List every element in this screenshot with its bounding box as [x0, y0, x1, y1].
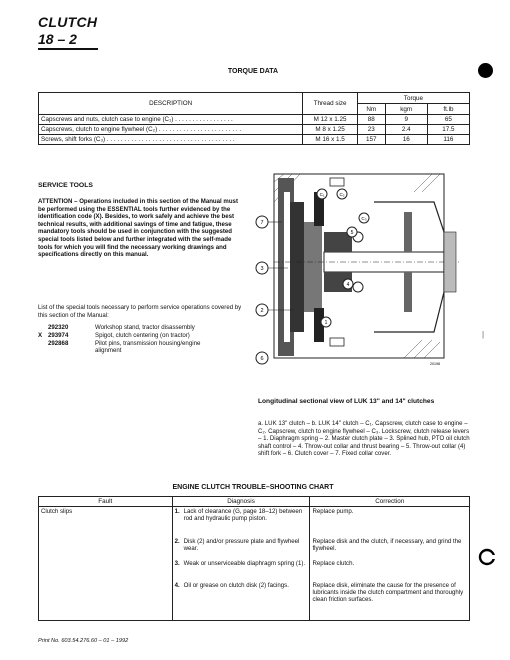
tool-description: Pilot pins, transmission housing/engine alignment [95, 340, 201, 355]
header-rule [38, 48, 98, 50]
tools-intro: List of the special tools necessary to perform service operations covered by this section of the Manual: [38, 304, 242, 319]
trouble-table [38, 496, 470, 621]
tool-code: 293974 [48, 332, 69, 339]
item-number: 2. [174, 538, 180, 545]
row-kgm: 16 [385, 135, 427, 145]
margin-mark: | [482, 330, 485, 339]
correction-cell [310, 507, 470, 621]
row-thread: M 16 x 1.5 [303, 135, 358, 145]
print-number: Print No. 603.54.276.60 – 01 – 1992 [38, 638, 129, 644]
row-ftlb: 116 [427, 135, 469, 145]
row-thread: M 8 x 1.25 [303, 125, 358, 135]
diagnosis-text: Oil or grease on clutch disk (2) facings. [183, 582, 289, 589]
tool-description: Spigot, clutch centering (on tractor) [95, 332, 190, 339]
callout-2: 2 [260, 308, 264, 314]
list-item [38, 332, 248, 340]
tool-code: 292320 [48, 324, 69, 331]
callout-c3: C₃ [361, 216, 367, 221]
section-title: CLUTCH [38, 14, 98, 30]
col-correction: Correction [310, 497, 470, 507]
row-ftlb: 17.5 [427, 125, 469, 135]
tool-description: Workshop stand, tractor disassembly [95, 324, 195, 331]
callout-c2: C₂ [339, 192, 345, 197]
torque-data-title: TORQUE DATA [227, 68, 279, 75]
callout-5: 5 [350, 230, 354, 236]
col-thread-size: Thread size [303, 93, 358, 115]
diagnosis-cell [172, 507, 310, 621]
item-number: 3. [174, 560, 180, 567]
row-kgm: 9 [385, 115, 427, 125]
tool-code: 292868 [48, 340, 69, 347]
row-kgm: 2.4 [385, 125, 427, 135]
attention-paragraph: ATTENTION – Operations included in this section of the Manual must be performed using the ESSENTIAL tools further evidenced by the identification code (X). Besides, to work safely and achieve the best technical results, with additional savings of time and fatigue, these mandatory tools should be used in conjunction with the suggested special tools listed below and further integrated with the self-made tools for which you will find the necessary working drawings and specifications directly on this manual. [38, 198, 238, 259]
page-number: 18 – 2 [38, 31, 77, 47]
col-description: DESCRIPTION [39, 93, 303, 115]
figure-number: 20198 [430, 362, 440, 366]
list-item [38, 324, 248, 332]
diagnosis-text: Lack of clearance (G, page 18–12) between rod and hydraulic pump piston. [183, 508, 303, 523]
row-ftlb: 65 [427, 115, 469, 125]
unit-ftlb: ft.lb [427, 104, 469, 115]
trouble-chart-title: ENGINE CLUTCH TROUBLE–SHOOTING CHART [172, 484, 334, 491]
list-item [38, 340, 248, 356]
essential-mark: X [38, 332, 43, 339]
diagnosis-item [175, 538, 308, 559]
correction-item: Replace pump. [312, 508, 354, 515]
row-nm: 23 [357, 125, 385, 135]
table-row [39, 125, 470, 135]
row-thread: M 12 x 1.25 [303, 115, 358, 125]
diagnosis-item [175, 508, 308, 537]
diagnosis-text: Disk (2) and/or pressure plate and flywheel wear. [183, 538, 300, 553]
unit-kgm: kgm [385, 104, 427, 115]
item-number: 1. [174, 508, 180, 515]
correction-item: Replace disk, eliminate the cause for the presence of lubricants inside the clutch compartment and thoroughly clean friction surfaces. [312, 582, 464, 604]
fault-cell: Clutch slips [39, 507, 173, 621]
clutch-section-diagram [254, 172, 466, 368]
row-description: Capscrews, clutch to engine flywheel (C₂) . . . . . . . . . . . . . . . . . . . . . . . . [39, 125, 303, 135]
col-torque: Torque [357, 93, 469, 104]
binder-ring-icon [478, 548, 496, 566]
torque-table [38, 92, 470, 145]
row-description: Capscrews and nuts, clutch case to engine (C₁) . . . . . . . . . . . . . . . . . [39, 115, 303, 125]
diagnosis-item [175, 560, 308, 581]
callout-6: 6 [260, 356, 264, 362]
correction-item: Replace clutch. [312, 560, 355, 567]
item-number: 4. [174, 582, 180, 589]
table-row [39, 135, 470, 145]
col-fault: Fault [39, 497, 173, 507]
figure-caption-title: Longitudinal sectional view of LUK 13" and 14" clutches [258, 398, 435, 405]
diagnosis-item [175, 582, 308, 618]
table-row [39, 507, 470, 621]
diagnosis-text: Weak or unserviceable diaphragm spring (1). [183, 560, 306, 567]
row-nm: 88 [357, 115, 385, 125]
callout-c1: C₁ [319, 192, 325, 197]
col-diagnosis: Diagnosis [172, 497, 310, 507]
unit-nm: Nm [357, 104, 385, 115]
callout-1: 1 [324, 320, 328, 326]
callout-4: 4 [346, 282, 350, 288]
punch-hole-mark [478, 63, 493, 78]
callout-7: 7 [260, 220, 264, 226]
row-description: Screws, shift forks (C₃) . . . . . . . . . . . . . . . . . . . . . . . . . . . . . . . . . . . . . [39, 135, 303, 145]
table-row [39, 115, 470, 125]
callout-3: 3 [260, 266, 264, 272]
correction-item: Replace disk and the clutch, if necessary, and grind the flywheel. [312, 538, 462, 553]
row-nm: 157 [357, 135, 385, 145]
figure-caption-text: a. LUK 13" clutch – b. LUK 14" clutch – C₁. Capscrew, clutch case to engine – C₂. Capscrew, clutch to engine flywheel – C₃. Lockscrew, clutch release levers – 1. Diaphragm spring – 2. Master clutch plate – 3. Splined hub, PTO oil clutch shaft control – 4. Throw-out collar and thrust bearing – 5. Throw-out collar (4) shift fork – 6. Clutch cover – 7. Fixed collar cover. [258, 420, 470, 458]
service-tools-title: SERVICE TOOLS [38, 182, 93, 189]
